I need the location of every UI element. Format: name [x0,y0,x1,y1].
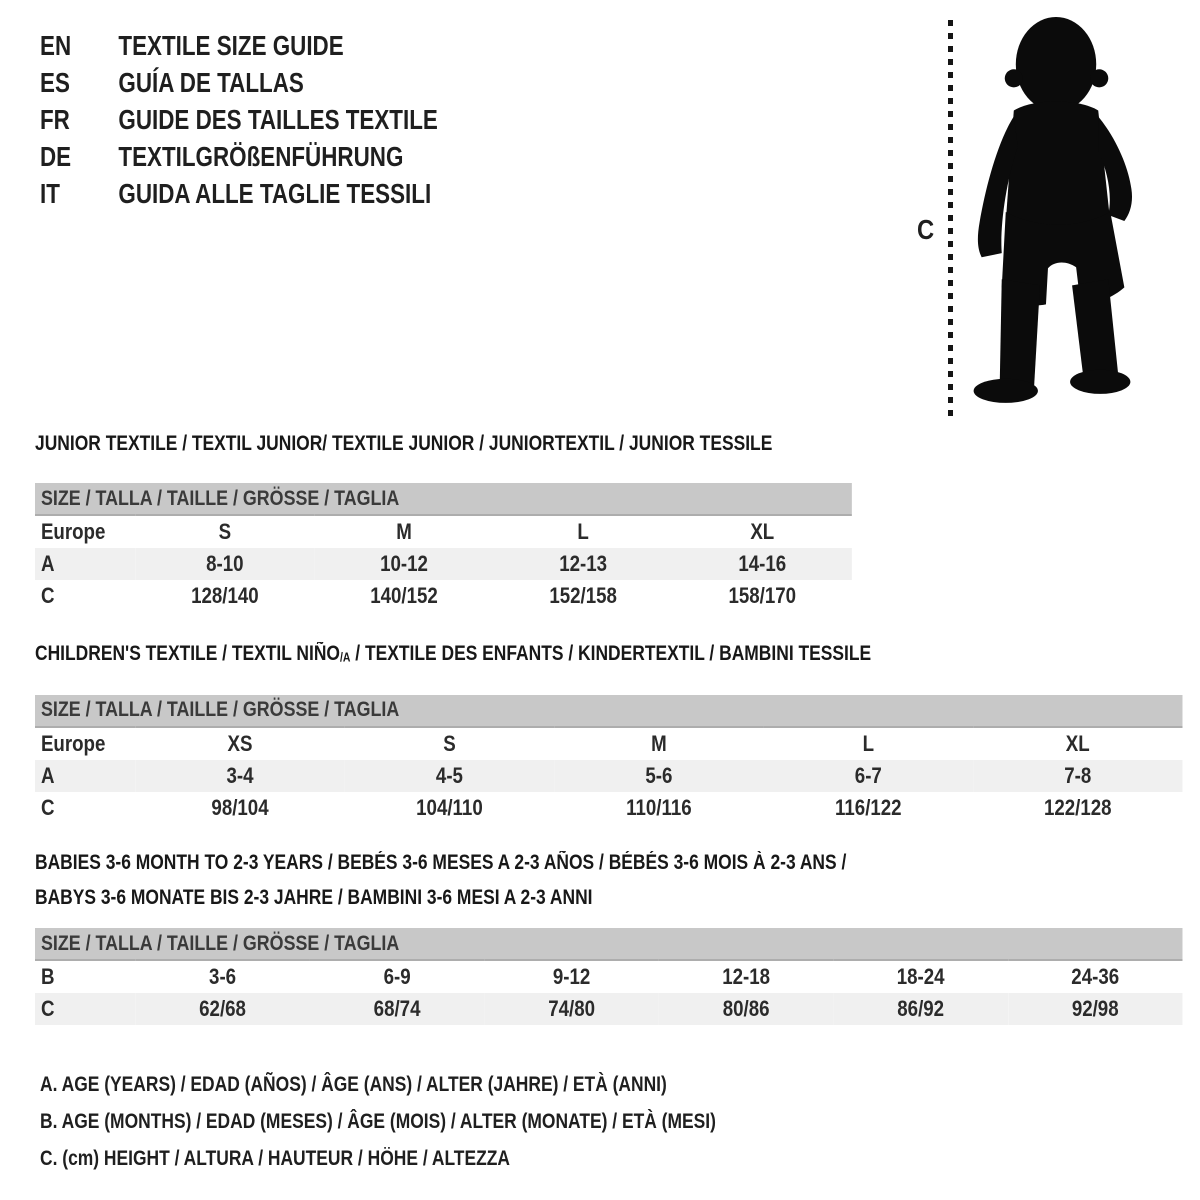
size-header-row [35,928,1183,960]
height-cell: 92/98 [1008,993,1183,1025]
language-row-fr [40,101,438,138]
size-cell: M [651,730,667,756]
title-part: CHILDREN'S TEXTILE / TEXTIL NIÑO [35,642,340,665]
legend-line-c: C. (cm) HEIGHT / ALTURA / HAUTEUR / HÖHE / ALTEZZA [40,1147,510,1170]
measure-c-label: C [917,214,935,245]
toddler-silhouette-icon [967,16,1139,418]
row-label: Europe [40,519,106,544]
table-row-europe [35,515,852,548]
height-cell: 86/92 [833,993,1008,1025]
language-row-de [40,138,438,175]
row-label: C [35,993,135,1025]
section-title-junior: JUNIOR TEXTILE / TEXTIL JUNIOR/ TEXTILE JUNIOR / JUNIORTEXTIL / JUNIOR TESSILE [35,432,773,455]
size-header-row [35,695,1183,727]
height-measure-figure [905,14,1165,424]
table-row-months [35,960,1183,993]
table-row-europe [35,727,1183,760]
height-cell: 74/80 [484,993,659,1025]
row-label: A [35,548,135,580]
section-babies-textile [35,845,1200,1025]
age-cell: 3-4 [135,760,344,792]
size-header-bar: SIZE / TALLA / TAILLE / GRÖSSE / TAGLIA [35,928,1183,960]
height-cell: 140/152 [370,583,438,608]
language-title: GUÍA DE TALLAS [118,67,304,98]
table-row-height [35,580,852,612]
legend-line-b: B. AGE (MONTHS) / EDAD (MESES) / ÂGE (MOIS) / ALTER (MONATE) / ETÀ (MESI) [40,1110,716,1133]
language-title: TEXTILE SIZE GUIDE [118,30,344,61]
months-cell: 9-12 [552,964,591,989]
height-cell: 104/110 [416,794,483,820]
months-cell: 24-36 [1071,964,1120,989]
age-cell: 6-7 [764,760,973,792]
row-label: C [40,583,55,608]
height-cell: 80/86 [659,993,834,1025]
table-row-height [35,993,1183,1025]
row-label: A [35,760,135,792]
months-cell: 6-9 [383,964,411,989]
height-cell: 68/74 [310,993,485,1025]
size-cell: L [862,730,875,756]
section-title-babies-line-1: BABIES 3-6 MONTH TO 2-3 YEARS / BEBÉS 3-6 MESES A 2-3 AÑOS / BÉBÉS 3-6 MOIS À 2-3 ANS / [35,851,847,874]
language-row-es [40,64,438,101]
children-size-table [35,695,1183,824]
age-cell: 4-5 [345,760,554,792]
age-cell: 5-6 [554,760,763,792]
language-code: DE [40,141,72,172]
height-cell: 110/116 [626,794,692,820]
table-row-age [35,760,1183,792]
size-cell: M [396,519,412,544]
height-cell: 122/128 [1043,794,1112,820]
row-label: C [40,794,55,820]
size-header-row [35,483,852,515]
height-dashed-line [948,20,953,416]
language-row-it [40,175,438,212]
age-cell: 14-16 [673,548,852,580]
size-cell: S [443,730,456,756]
size-cell: S [218,519,232,544]
size-cell: XS [227,730,253,756]
language-row-en [40,27,438,64]
height-cell: 62/68 [135,993,310,1025]
size-header-bar: SIZE / TALLA / TAILLE / GRÖSSE / TAGLIA [35,483,852,515]
age-cell: 8-10 [135,548,314,580]
language-code: ES [40,67,70,98]
section-children-textile [35,641,1200,824]
age-cell: 10-12 [314,548,493,580]
months-cell: 3-6 [209,964,237,989]
section-title-children [35,641,1156,671]
height-cell: 98/104 [211,794,269,820]
row-label: B [40,964,55,989]
size-header-bar: SIZE / TALLA / TAILLE / GRÖSSE / TAGLIA [35,695,1183,727]
height-cell: 152/158 [549,583,617,608]
months-cell: 18-24 [896,964,945,989]
section-junior-textile [35,431,996,612]
language-title: GUIDE DES TAILLES TEXTILE [118,104,438,135]
language-code: FR [40,104,70,135]
height-cell: 116/122 [835,794,902,820]
junior-size-table [35,483,852,612]
section-title-babies-line-2: BABYS 3-6 MONATE BIS 2-3 JAHRE / BAMBINI 3-6 MESI A 2-3 ANNI [35,886,593,909]
size-cell: XL [750,519,775,544]
babies-size-table [35,928,1183,1025]
title-subscript: /A [339,650,351,665]
language-list [40,27,438,212]
language-code: EN [40,30,72,61]
months-cell: 12-18 [722,964,771,989]
size-cell: L [577,519,589,544]
table-row-height [35,792,1183,824]
measurement-legend [40,1066,854,1177]
size-cell: XL [1065,730,1090,756]
height-cell: 158/170 [728,583,797,608]
age-cell: 7-8 [973,760,1182,792]
language-code: IT [40,178,60,209]
row-label: Europe [40,730,106,756]
legend-line-a: A. AGE (YEARS) / EDAD (AÑOS) / ÂGE (ANS) / ALTER (JAHRE) / ETÀ (ANNI) [40,1073,667,1096]
language-title: TEXTILGRÖßENFÜHRUNG [118,141,404,172]
title-part: / TEXTILE DES ENFANTS / KINDERTEXTIL / BAMBINI TESSILE [350,642,872,665]
height-cell: 128/140 [191,583,259,608]
language-title: GUIDA ALLE TAGLIE TESSILI [118,178,432,209]
age-cell: 12-13 [494,548,673,580]
table-row-age [35,548,852,580]
